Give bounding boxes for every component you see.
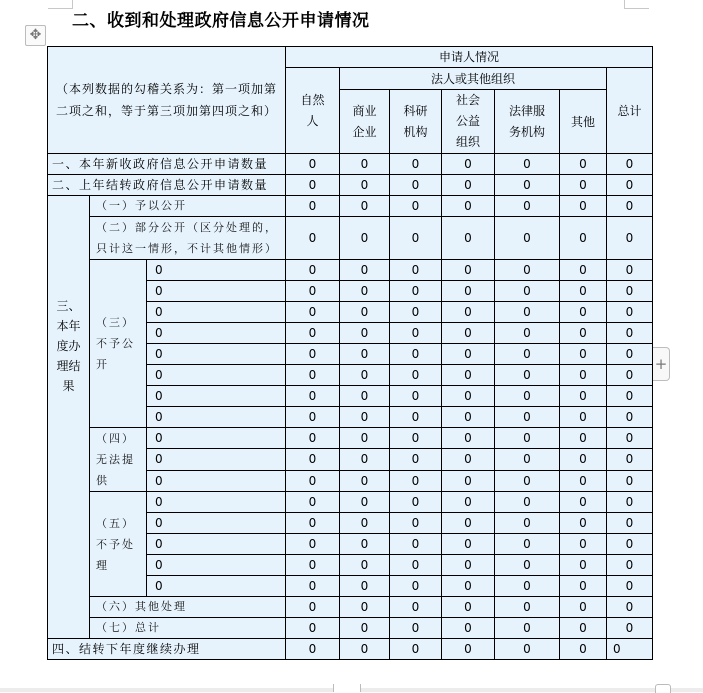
sub-row-label: 0 (147, 492, 286, 513)
value-cell: 0 (607, 217, 653, 260)
value-cell: 0 (390, 576, 442, 597)
value-cell: 0 (286, 365, 340, 386)
value-cell: 0 (286, 470, 340, 491)
value-cell: 0 (340, 513, 390, 534)
row-label-partial: （二）部分公开（区分处理的，只计这一情形，不计其他情形） (90, 217, 286, 260)
value-cell: 0 (340, 534, 390, 555)
value-cell: 0 (560, 365, 607, 386)
value-cell: 0 (286, 576, 340, 597)
table-row (48, 428, 653, 449)
row-label-disclosed: （一）予以公开 (90, 196, 286, 217)
value-cell: 0 (607, 302, 653, 323)
value-cell: 0 (340, 386, 390, 407)
value-cell: 0 (286, 555, 340, 576)
value-cell: 0 (286, 260, 340, 281)
header-research: 科研机构 (390, 90, 442, 154)
value-cell: 0 (340, 175, 390, 196)
table-row (48, 154, 653, 175)
value-cell: 0 (442, 281, 495, 302)
value-cell: 0 (442, 449, 495, 470)
value-cell: 0 (442, 534, 495, 555)
value-cell: 0 (340, 302, 390, 323)
value-cell: 0 (390, 281, 442, 302)
value-cell: 0 (442, 639, 495, 660)
header-public-welfare: 社会公益组织 (442, 90, 495, 154)
value-cell: 0 (340, 217, 390, 260)
value-cell: 0 (495, 470, 560, 491)
value-cell: 0 (495, 365, 560, 386)
value-cell: 0 (607, 513, 653, 534)
value-cell: 0 (560, 323, 607, 344)
value-cell: 0 (560, 555, 607, 576)
value-cell: 0 (390, 323, 442, 344)
value-cell: 0 (607, 344, 653, 365)
value-cell: 0 (495, 386, 560, 407)
value-cell: 0 (442, 428, 495, 449)
row-label-carried-over: 二、上年结转政府信息公开申请数量 (48, 175, 286, 196)
value-cell: 0 (607, 639, 653, 660)
value-cell: 0 (560, 428, 607, 449)
value-cell: 0 (340, 639, 390, 660)
value-cell: 0 (607, 428, 653, 449)
value-cell: 0 (495, 449, 560, 470)
value-cell: 0 (390, 175, 442, 196)
value-cell: 0 (560, 386, 607, 407)
value-cell: 0 (495, 576, 560, 597)
value-cell: 0 (607, 492, 653, 513)
value-cell: 0 (495, 302, 560, 323)
value-cell: 0 (390, 470, 442, 491)
value-cell: 0 (390, 217, 442, 260)
value-cell: 0 (390, 260, 442, 281)
value-cell: 0 (390, 492, 442, 513)
value-cell: 0 (286, 534, 340, 555)
value-cell: 0 (442, 196, 495, 217)
value-cell: 0 (442, 217, 495, 260)
value-cell: 0 (442, 618, 495, 639)
sub-row-label: 0 (147, 407, 286, 428)
value-cell: 0 (607, 470, 653, 491)
value-cell: 0 (286, 428, 340, 449)
value-cell: 0 (560, 175, 607, 196)
value-cell: 0 (390, 196, 442, 217)
table-row (48, 217, 653, 260)
value-cell: 0 (340, 428, 390, 449)
value-cell: 0 (560, 260, 607, 281)
header-applicant-group: 申请人情况 (286, 47, 653, 68)
value-cell: 0 (560, 492, 607, 513)
sub-row-label: 0 (147, 470, 286, 491)
value-cell: 0 (442, 576, 495, 597)
value-cell: 0 (607, 407, 653, 428)
value-cell: 0 (286, 386, 340, 407)
value-cell: 0 (495, 555, 560, 576)
sub-row-label: 0 (147, 365, 286, 386)
value-cell: 0 (340, 344, 390, 365)
value-cell: 0 (286, 302, 340, 323)
value-cell: 0 (442, 492, 495, 513)
value-cell: 0 (340, 492, 390, 513)
header-total: 总计 (607, 68, 653, 154)
value-cell: 0 (442, 323, 495, 344)
value-cell: 0 (560, 513, 607, 534)
group-label-unable-to-provide: （四）无法提供 (90, 428, 147, 492)
value-cell: 0 (560, 302, 607, 323)
value-cell: 0 (442, 407, 495, 428)
value-cell: 0 (607, 175, 653, 196)
value-cell: 0 (286, 196, 340, 217)
value-cell: 0 (442, 175, 495, 196)
table-row (48, 260, 653, 281)
value-cell: 0 (390, 639, 442, 660)
header-natural-person: 自然人 (286, 68, 340, 154)
value-cell: 0 (286, 597, 340, 618)
header-note: （本列数据的勾稽关系为：第一项加第二项之和，等于第三项加第四项之和） (48, 47, 286, 154)
value-cell: 0 (340, 260, 390, 281)
sub-row-label: 0 (147, 555, 286, 576)
value-cell: 0 (442, 344, 495, 365)
value-cell: 0 (560, 344, 607, 365)
value-cell: 0 (495, 323, 560, 344)
add-column-button[interactable] (653, 347, 670, 381)
row-label-subtotal: （七）总计 (90, 618, 286, 639)
value-cell: 0 (340, 196, 390, 217)
value-cell: 0 (286, 175, 340, 196)
table-row (48, 196, 653, 217)
table-row (48, 175, 653, 196)
value-cell: 0 (607, 386, 653, 407)
value-cell: 0 (495, 154, 560, 175)
value-cell: 0 (286, 217, 340, 260)
value-cell: 0 (286, 323, 340, 344)
value-cell: 0 (286, 449, 340, 470)
value-cell: 0 (442, 555, 495, 576)
value-cell: 0 (442, 154, 495, 175)
group-label-not-disclosed: （三）不予公开 (90, 260, 147, 428)
value-cell: 0 (390, 365, 442, 386)
value-cell: 0 (607, 449, 653, 470)
value-cell: 0 (495, 534, 560, 555)
value-cell: 0 (442, 513, 495, 534)
page-corner-mark-right (624, 0, 649, 9)
value-cell: 0 (340, 576, 390, 597)
value-cell: 0 (340, 449, 390, 470)
value-cell: 0 (390, 618, 442, 639)
value-cell: 0 (286, 639, 340, 660)
value-cell: 0 (495, 492, 560, 513)
sub-row-label: 0 (147, 281, 286, 302)
value-cell: 0 (390, 386, 442, 407)
value-cell: 0 (340, 618, 390, 639)
plus-icon: + (654, 355, 668, 373)
value-cell: 0 (607, 154, 653, 175)
value-cell: 0 (495, 281, 560, 302)
value-cell: 0 (495, 175, 560, 196)
sub-row-label: 0 (147, 323, 286, 344)
report-table (47, 46, 653, 660)
value-cell: 0 (390, 428, 442, 449)
value-cell: 0 (390, 534, 442, 555)
value-cell: 0 (607, 555, 653, 576)
value-cell: 0 (442, 386, 495, 407)
value-cell: 0 (286, 281, 340, 302)
value-cell: 0 (560, 576, 607, 597)
value-cell: 0 (560, 639, 607, 660)
header-legal-service: 法律服务机构 (495, 90, 560, 154)
value-cell: 0 (390, 597, 442, 618)
value-cell: 0 (286, 344, 340, 365)
value-cell: 0 (495, 407, 560, 428)
value-cell: 0 (607, 281, 653, 302)
header-commercial: 商业企业 (340, 90, 390, 154)
sub-row-label: 0 (147, 302, 286, 323)
value-cell: 0 (390, 555, 442, 576)
value-cell: 0 (390, 302, 442, 323)
sub-row-label: 0 (147, 513, 286, 534)
value-cell: 0 (560, 407, 607, 428)
value-cell: 0 (286, 492, 340, 513)
value-cell: 0 (495, 618, 560, 639)
value-cell: 0 (286, 618, 340, 639)
value-cell: 0 (442, 597, 495, 618)
value-cell: 0 (560, 281, 607, 302)
value-cell: 0 (495, 260, 560, 281)
bottom-handle[interactable] (333, 684, 361, 692)
value-cell: 0 (390, 449, 442, 470)
value-cell: 0 (607, 196, 653, 217)
header-legal-group: 法人或其他组织 (340, 68, 607, 90)
value-cell: 0 (560, 449, 607, 470)
value-cell: 0 (607, 534, 653, 555)
row-label-carry-forward: 四、结转下年度继续办理 (48, 639, 286, 660)
value-cell: 0 (286, 513, 340, 534)
section3-label-text: 三、本年度办理结果 (56, 299, 81, 393)
value-cell: 0 (495, 217, 560, 260)
value-cell: 0 (607, 597, 653, 618)
value-cell: 0 (340, 407, 390, 428)
value-cell: 0 (495, 639, 560, 660)
sub-row-label: 0 (147, 386, 286, 407)
value-cell: 0 (390, 513, 442, 534)
value-cell: 0 (390, 154, 442, 175)
value-cell: 0 (560, 196, 607, 217)
table-row (48, 639, 653, 660)
value-cell: 0 (340, 555, 390, 576)
value-cell: 0 (390, 344, 442, 365)
value-cell: 0 (442, 260, 495, 281)
value-cell: 0 (340, 323, 390, 344)
value-cell: 0 (340, 365, 390, 386)
table-row (48, 618, 653, 639)
value-cell: 0 (495, 513, 560, 534)
section-title: 二、收到和处理政府信息公开申请情况 (72, 11, 370, 31)
group-label-not-processed: （五）不予处理 (90, 492, 147, 597)
sub-row-label: 0 (147, 576, 286, 597)
value-cell: 0 (442, 470, 495, 491)
value-cell: 0 (607, 365, 653, 386)
value-cell: 0 (607, 260, 653, 281)
section3-label (48, 196, 90, 639)
sub-row-label: 0 (147, 449, 286, 470)
table-row (48, 597, 653, 618)
value-cell: 0 (495, 428, 560, 449)
value-cell: 0 (340, 470, 390, 491)
value-cell: 0 (286, 407, 340, 428)
value-cell: 0 (442, 365, 495, 386)
row-label-new-requests: 一、本年新收政府信息公开申请数量 (48, 154, 286, 175)
table-move-handle[interactable] (25, 25, 46, 46)
value-cell: 0 (340, 154, 390, 175)
table-row (48, 492, 653, 513)
value-cell: 0 (560, 154, 607, 175)
value-cell: 0 (607, 618, 653, 639)
page-corner-mark-left (48, 0, 73, 9)
sub-row-label: 0 (147, 428, 286, 449)
value-cell: 0 (495, 597, 560, 618)
value-cell: 0 (560, 217, 607, 260)
value-cell: 0 (286, 154, 340, 175)
value-cell: 0 (607, 323, 653, 344)
value-cell: 0 (340, 597, 390, 618)
header-other: 其他 (560, 90, 607, 154)
sub-row-label: 0 (147, 260, 286, 281)
value-cell: 0 (560, 618, 607, 639)
value-cell: 0 (495, 344, 560, 365)
sub-row-label: 0 (147, 534, 286, 555)
value-cell: 0 (390, 407, 442, 428)
move-icon: ✥ (29, 27, 42, 43)
value-cell: 0 (560, 470, 607, 491)
sub-row-label: 0 (147, 344, 286, 365)
value-cell: 0 (340, 281, 390, 302)
value-cell: 0 (560, 534, 607, 555)
value-cell: 0 (495, 196, 560, 217)
row-label-other-processing: （六）其他处理 (90, 597, 286, 618)
value-cell: 0 (560, 597, 607, 618)
value-cell: 0 (607, 576, 653, 597)
value-cell: 0 (442, 302, 495, 323)
